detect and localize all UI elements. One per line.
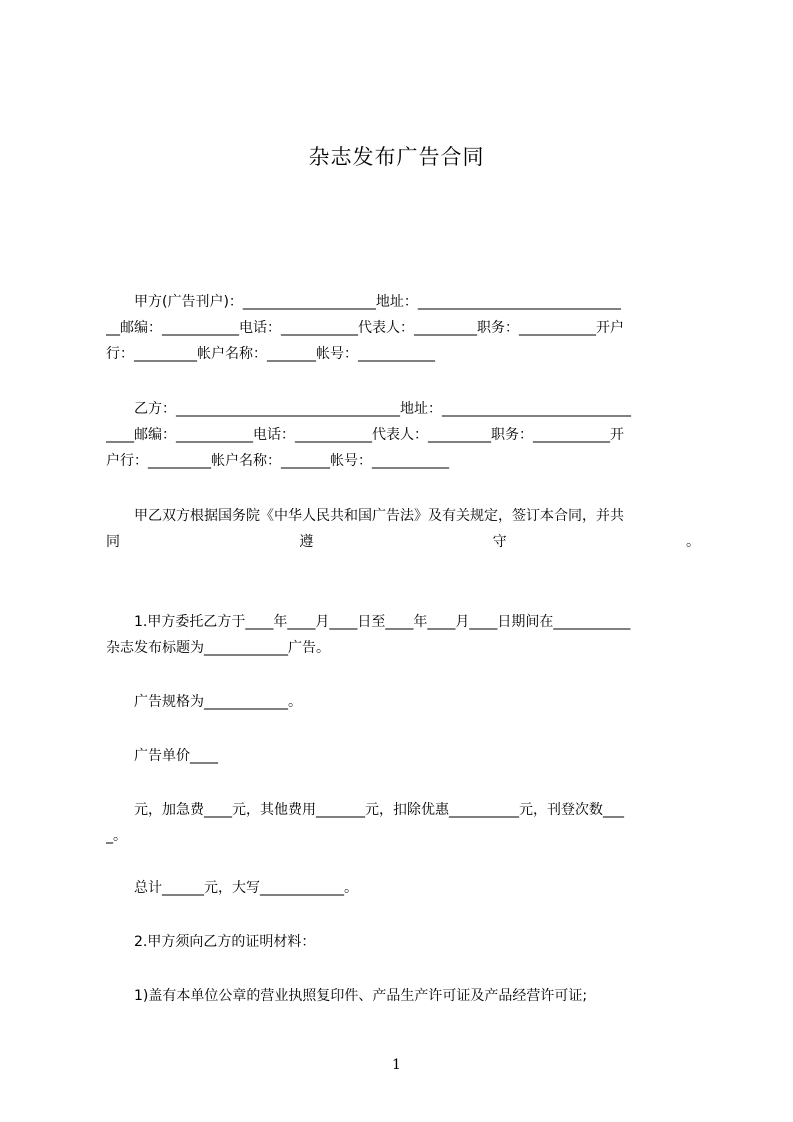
document-title: 杂志发布广告合同	[308, 145, 485, 169]
party-b-line-3: 户行：_________帐户名称：_______帐号：___________	[106, 453, 449, 469]
clause-2-line: 2.甲方须向乙方的证明材料：	[106, 934, 316, 950]
preamble-char: 守	[492, 534, 507, 550]
party-a-line-2: __邮编：___________电话：___________代表人：_________职务：___________开户	[106, 320, 624, 336]
party-a-line-1: 甲方(广告刊户)：___________________地址：_____________________________	[106, 294, 621, 310]
clause-1-paragraph	[106, 609, 700, 661]
page-number: 1	[392, 1057, 401, 1073]
party-a-line-3: 行：_________帐户名称：_______帐号：___________	[106, 346, 435, 362]
clause-1-line-2: 杂志发布标题为____________广告。	[106, 640, 330, 656]
ad-spec-line: 广告规格为____________。	[106, 694, 302, 710]
fees-line-1: 元，加急费____元，其他费用_______元，扣除优惠__________元，刊登次数___	[106, 802, 624, 818]
party-b-line-2: ____邮编：___________电话：___________代表人：_________职务：___________开	[106, 427, 624, 443]
ad-spec-paragraph	[106, 689, 700, 715]
clause-2-item-1-paragraph	[106, 983, 700, 1009]
party-a-paragraph	[106, 289, 700, 367]
party-b-line-1: 乙方：________________________________地址：___________________________	[106, 401, 631, 417]
preamble-char: 。	[685, 534, 700, 550]
total-line: 总计______元，大写____________。	[106, 880, 358, 896]
fees-line-2: _。	[106, 828, 127, 844]
clause-2-paragraph	[106, 929, 700, 955]
total-paragraph	[106, 875, 700, 901]
preamble-paragraph	[106, 503, 700, 555]
preamble-char: 同	[106, 534, 120, 550]
fees-paragraph	[106, 797, 700, 849]
party-b-paragraph	[106, 396, 700, 474]
preamble-line-2	[106, 529, 700, 555]
ad-price-paragraph	[106, 743, 700, 769]
preamble-line-1: 甲乙双方根据国务院《中华人民共和国广告法》及有关规定，签订本合同，并共	[106, 508, 624, 524]
ad-price-line: 广告单价____	[106, 748, 218, 764]
clause-2-item-1-line: 1)盖有本单位公章的营业执照复印件、产品生产许可证及产品经营许可证;	[106, 988, 588, 1004]
preamble-char: 遵	[299, 534, 314, 550]
clause-1-line-1: 1.甲方委托乙方于____年____月____日至____年____月____日期间在___________	[106, 614, 631, 630]
